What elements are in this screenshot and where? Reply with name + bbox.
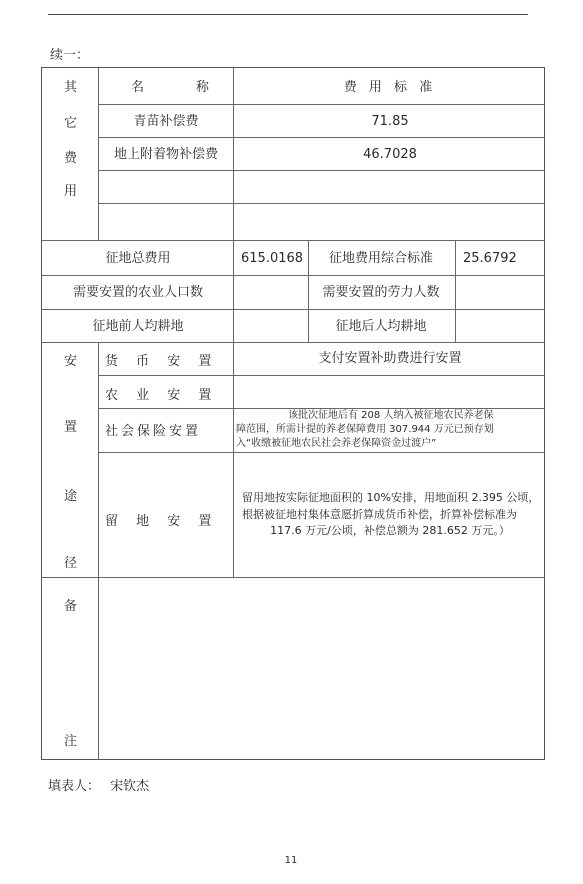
other-costs-side-char: 它 xyxy=(64,116,78,131)
col-divider xyxy=(455,240,456,342)
cost-standard-value: 25.6792 xyxy=(463,251,517,266)
row-divider xyxy=(42,309,545,310)
col-divider xyxy=(308,240,309,275)
continuation-label: 续一： xyxy=(50,48,90,63)
row-divider xyxy=(98,203,545,204)
farm-population-label: 需要安置的农业人口数 xyxy=(72,285,204,300)
resettlement-type-label: 社会保险安置 xyxy=(105,424,202,439)
resettlement-type-label: 货 币 安 置 xyxy=(105,354,219,369)
resettlement-side-char: 置 xyxy=(64,420,78,435)
section-divider xyxy=(42,342,545,343)
other-costs-side-char: 用 xyxy=(64,184,78,199)
cost-item-name: 地上附着物补偿费 xyxy=(113,147,219,162)
land-after-label: 征地后人均耕地 xyxy=(335,319,427,334)
section-divider xyxy=(42,240,545,241)
row-divider xyxy=(98,104,545,105)
cost-item-value: 71.85 xyxy=(371,114,409,129)
col-divider xyxy=(233,68,234,240)
filler-line xyxy=(48,775,149,794)
resettlement-type-label: 农 业 安 置 xyxy=(105,388,219,403)
total-cost-label: 征地总费用 xyxy=(105,251,171,266)
section-divider xyxy=(42,577,545,578)
cost-item-value: 46.7028 xyxy=(363,147,417,162)
filler-name: 宋钦杰 xyxy=(110,779,150,794)
name-column-header: 名 称 xyxy=(130,80,210,95)
resettlement-side-char: 径 xyxy=(64,556,78,571)
reserved-land-line: 117.6 万元/公顷，补偿总额为 281.652 万元。） xyxy=(270,524,510,537)
top-rule xyxy=(48,14,528,15)
row-divider xyxy=(42,275,545,276)
remarks-side-char: 备 xyxy=(64,599,78,614)
row-divider xyxy=(98,452,545,453)
col-divider xyxy=(233,342,234,577)
other-costs-side-char: 费 xyxy=(64,151,78,166)
social-insurance-line: 障范围，所需计提的养老保障费用 307.944 万元已预存划 xyxy=(236,424,494,435)
col-divider xyxy=(233,240,234,342)
resettlement-side-char: 途 xyxy=(64,489,78,504)
row-divider xyxy=(98,137,545,138)
col-divider xyxy=(98,342,99,577)
standard-column-header: 费 用 标 准 xyxy=(343,80,437,95)
reserved-land-line: 留用地按实际征地面积的 10%安排，用地面积 2.395 公顷， xyxy=(242,491,540,504)
resettlement-type-label: 留 地 安 置 xyxy=(105,514,219,529)
social-insurance-line: 该批次征地后有 208 人纳入被征地农民养老保 xyxy=(288,410,494,421)
cost-table xyxy=(41,67,545,760)
col-divider xyxy=(98,577,99,760)
remarks-side-char: 注 xyxy=(64,734,78,749)
cost-item-name: 青苗补偿费 xyxy=(133,114,199,129)
col-divider xyxy=(308,275,309,342)
total-cost-value: 615.0168 xyxy=(241,251,304,266)
page-number: 11 xyxy=(284,855,298,866)
resettlement-type-value: 支付安置补助费进行安置 xyxy=(318,351,462,366)
row-divider xyxy=(98,170,545,171)
social-insurance-line: 入“收缴被征地农民社会养老保障资金过渡户” xyxy=(236,438,437,449)
labor-count-label: 需要安置的劳力人数 xyxy=(322,285,440,300)
cost-standard-label: 征地费用综合标准 xyxy=(328,251,434,266)
resettlement-side-char: 安 xyxy=(64,354,78,369)
filler-label: 填表人： xyxy=(48,779,101,794)
other-costs-side-char: 其 xyxy=(64,80,78,95)
reserved-land-line: 根据被征地村集体意愿折算成货币补偿，折算补偿标准为 xyxy=(242,508,517,521)
row-divider xyxy=(98,375,545,376)
land-before-label: 征地前人均耕地 xyxy=(92,319,184,334)
col-divider xyxy=(98,68,99,240)
